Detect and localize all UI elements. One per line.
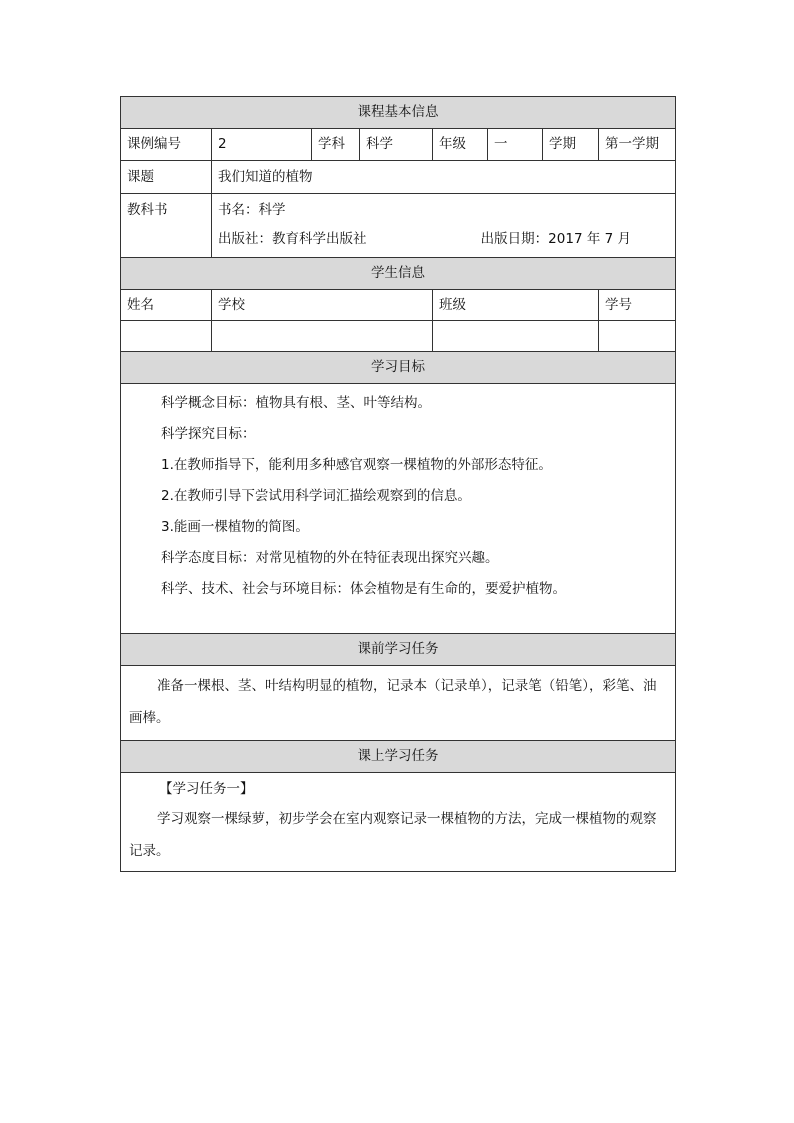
student-id-field[interactable] — [599, 321, 676, 352]
pre-class-header: 课前学习任务 — [121, 634, 676, 666]
objective-line: 科学、技术、社会与环境目标：体会植物是有生命的，要爱护植物。 — [161, 581, 566, 597]
subject-value: 科学 — [360, 129, 433, 161]
school-field[interactable] — [212, 321, 433, 352]
book-name: 书名：科学 — [218, 202, 286, 218]
publisher: 出版社：教育科学出版社 — [218, 231, 367, 248]
grade-value: 一 — [488, 129, 543, 161]
lesson-no-value: 2 — [212, 129, 312, 161]
objective-line: 2.在教师引导下尝试用科学词汇描绘观察到的信息。 — [161, 488, 471, 504]
textbook-info — [212, 194, 676, 258]
course-info-table — [120, 96, 676, 872]
class-label: 班级 — [433, 290, 599, 321]
subject-label: 学科 — [312, 129, 360, 161]
school-label: 学校 — [212, 290, 433, 321]
publisher-row — [218, 231, 675, 247]
name-field[interactable] — [121, 321, 212, 352]
topic-label: 课题 — [121, 161, 212, 194]
grade-label: 年级 — [433, 129, 488, 161]
objective-line: 科学态度目标：对常见植物的外在特征表现出探究兴趣。 — [161, 550, 499, 566]
publication-date: 出版日期：2017 年 7 月 — [480, 231, 631, 248]
basic-info-header: 课程基本信息 — [121, 97, 676, 129]
objective-line: 科学探究目标： — [161, 426, 256, 442]
objectives-header: 学习目标 — [121, 352, 676, 384]
term-label: 学期 — [543, 129, 599, 161]
student-info-header: 学生信息 — [121, 258, 676, 290]
name-label: 姓名 — [121, 290, 212, 321]
objective-line: 3.能画一棵植物的简图。 — [161, 519, 309, 535]
lesson-no-label: 课例编号 — [121, 129, 212, 161]
textbook-label: 教科书 — [121, 194, 212, 258]
objective-line: 科学概念目标：植物具有根、茎、叶等结构。 — [161, 395, 431, 411]
student-id-label: 学号 — [599, 290, 676, 321]
class-field[interactable] — [433, 321, 599, 352]
in-class-content — [121, 773, 676, 872]
objectives-content — [121, 384, 676, 634]
pre-class-text: 准备一棵根、茎、叶结构明显的植物，记录本（记录单），记录笔（铅笔），彩笔、油画棒。 — [129, 678, 657, 726]
pre-class-content — [121, 666, 676, 741]
term-value: 第一学期 — [599, 129, 676, 161]
objective-line: 1.在教师指导下，能利用多种感官观察一棵植物的外部形态特征。 — [161, 457, 552, 473]
task-heading: 【学习任务一】 — [159, 781, 254, 797]
topic-value: 我们知道的植物 — [212, 161, 676, 194]
task-text: 学习观察一棵绿萝，初步学会在室内观察记录一棵植物的方法，完成一棵植物的观察记录。 — [129, 811, 657, 859]
in-class-header: 课上学习任务 — [121, 741, 676, 773]
